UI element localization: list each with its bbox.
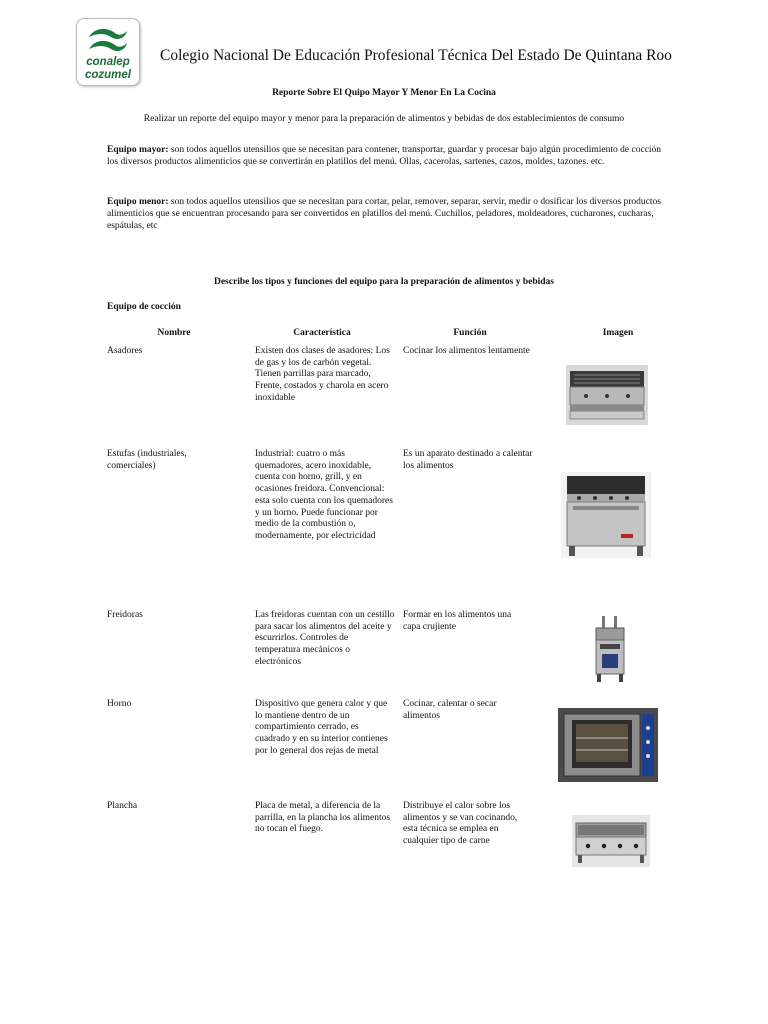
- table-cell-caracteristica: Existen dos clases de asadores: Los de gas y los de carbón vegetal. Tienen parrillas para marcado, Frente, costados y charola en acero inoxidable: [255, 346, 390, 403]
- table-cell-caracteristica: Las freidoras cuentan con un cestillo para sacar los alimentos del aceite y escurrirlos. Controles de temperatura mecánicos o electrónicos: [255, 610, 395, 667]
- subsection-title: Equipo de cocción: [107, 302, 181, 312]
- column-header-nombre: Nombre: [157, 328, 191, 338]
- table-cell-nombre: Plancha: [107, 801, 138, 811]
- definition-equipo-menor: [107, 196, 662, 232]
- table-cell-caracteristica: Industrial: cuatro o más quemadores, acero inoxidable, cuenta con horno, grill, y en ocasiones freidora. Convencional: esta solo cuenta con los quemadores y un horno. Puede funcionar por medio de la combustión o, modernamente, por electricidad: [255, 449, 393, 541]
- table-cell-nombre: Asadores: [107, 346, 143, 356]
- table-cell-funcion: Cocinar los alimentos lentamente: [403, 346, 530, 356]
- table-cell-caracteristica: Placa de metal, a diferencia de la parrilla, en la plancha los alimentos no tocan el fuego.: [255, 801, 391, 835]
- instruction-text: Realizar un reporte del equipo mayor y menor para la preparación de alimentos y bebidas de dos establecimientos de consumo: [143, 114, 625, 124]
- report-title: Reporte Sobre El Quipo Mayor Y Menor En La Cocina: [272, 88, 496, 98]
- grill-image: [566, 365, 648, 425]
- logo-text-cozumel: cozumel: [84, 69, 131, 81]
- column-header-caracteristica: Característica: [293, 328, 351, 338]
- table-cell-nombre: Freidoras: [107, 610, 143, 620]
- section-title: Describe los tipos y funciones del equipo para la preparación de alimentos y bebidas: [213, 277, 554, 287]
- table-cell-funcion: Cocinar, calentar o secar alimentos: [403, 699, 497, 721]
- definition-term: Equipo mayor:: [107, 145, 169, 155]
- table-cell-nombre: Estufas (industriales, comerciales): [107, 449, 187, 471]
- table-cell-funcion: Formar en los alimentos una capa crujiente: [403, 610, 512, 632]
- stove-image: [561, 472, 651, 558]
- column-header-imagen: Imagen: [602, 328, 634, 338]
- conalep-emblem-icon: [85, 23, 131, 55]
- fryer-image: [590, 614, 630, 686]
- definition-text: son todos aquellos utensilios que se necesitan para contener, transportar, guardar y procesar bajo algún procedimiento de cocción los diversos productos alimenticios que se convertirán en platillos del menú. Ollas, cacerolas, sartenes, cazos, moldes, tazones. etc.: [107, 145, 662, 167]
- definition-term: Equipo menor:: [107, 197, 169, 207]
- column-header-funcion: Función: [453, 328, 487, 338]
- definition-text: son todos aquellos utensilios que se necesitan para cortar, pelar, remover, separar, servir, medir o dosificar los diversos productos alimenticios que se encuentran procesando para ser convertidos en platillos del menú. Cuchillos, peladores, moldeadores, cucharones, cucharas, espátulas, etc: [107, 197, 661, 231]
- conalep-logo: [76, 18, 140, 86]
- table-cell-funcion: Distribuye el calor sobre los alimentos y se van cocinando, esta técnica se emplea en cualquier tipo de carne: [403, 801, 518, 847]
- table-cell-caracteristica: Dispositivo que genera calor y que lo mantiene dentro de un compartimiento cerrado, es cuadrado y en su interior contienes por lo general dos rejas de metal: [255, 699, 388, 756]
- griddle-image: [572, 815, 650, 867]
- institution-name: Colegio Nacional De Educación Profesional Técnica Del Estado De Quintana Roo: [160, 47, 672, 64]
- table-cell-funcion: Es un aparato destinado a calentar los alimentos: [403, 449, 533, 471]
- oven-image: [558, 708, 658, 782]
- logo-text-conalep: conalep: [86, 56, 130, 68]
- definition-equipo-mayor: [107, 144, 662, 168]
- table-cell-nombre: Horno: [107, 699, 132, 709]
